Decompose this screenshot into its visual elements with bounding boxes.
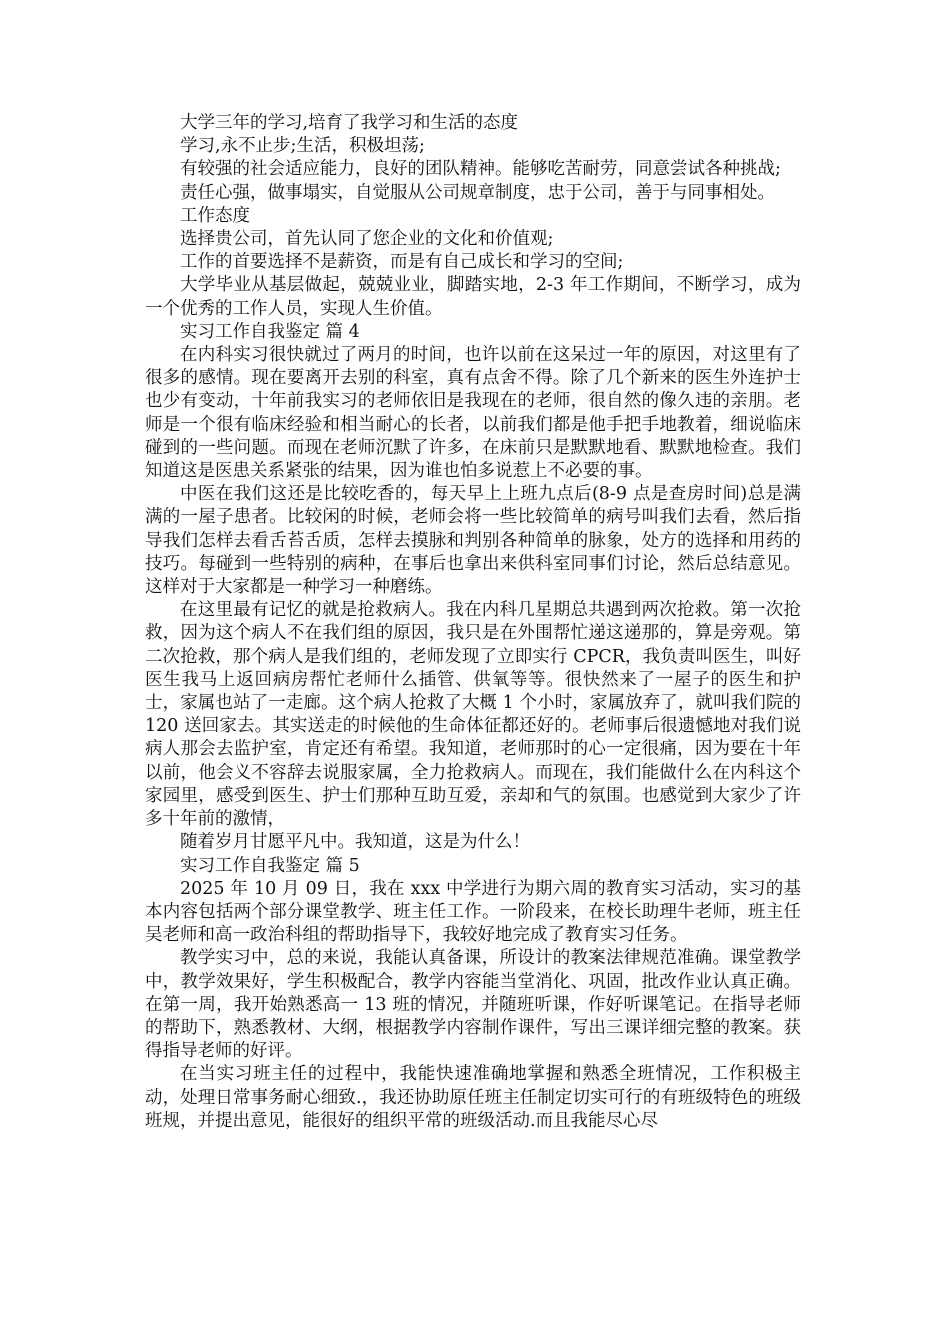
paragraph: 大学毕业从基层做起，兢兢业业，脚踏实地，2-3 年工作期间，不断学习，成为一个优秀的工作人员，实现人生价值。 — [145, 275, 801, 319]
paragraph: 有较强的社会适应能力，良好的团队精神。能够吃苦耐劳，同意尝试各种挑战; — [180, 159, 781, 180]
paragraph: 工作的首要选择不是薪资，而是有自己成长和学习的空间; — [180, 252, 624, 273]
paragraph: 教学实习中，总的来说，我能认真备课，所设计的教案法律规范准确。课堂教学中，教学效果好，学生积极配合，教学内容能当堂消化、巩固，批改作业认真正确。在第一周，我开始熟悉高一 13 班的情况，并随班听课，作好听课笔记。在指导老师的帮助下，熟悉教材、大纲，根据教学内容制作课件，写出三课详细完整的教案。获得指导老师的好评。 — [145, 948, 801, 1062]
paragraph: 选择贵公司，首先认同了您企业的文化和价值观; — [180, 229, 554, 250]
paragraph: 中医在我们这还是比较吃香的，每天早上上班九点后(8-9 点是查房时间)总是满满的一屋子患者。比较闲的时候，老师会将一些比较简单的病号叫我们去看，然后指导我们怎样去看舌苔舌质，怎样去摸脉和判别各种简单的脉象，处方的选择和用药的技巧。每碰到一些特别的病种，在事后也拿出来供科室同事们讨论，然后总结意见。这样对于大家都是一种学习一种磨练。 — [145, 484, 801, 598]
paragraph: 2025 年 10 月 09 日，我在 xxx 中学进行为期六周的教育实习活动，实习的基本内容包括两个部分课堂教学、班主任工作。一阶段来，在校长助理牛老师，班主任吴老师和高一政治科组的帮助指导下，我较好地完成了教育实习任务。 — [145, 878, 801, 946]
section-heading: 实习工作自我鉴定 篇 4 — [180, 321, 360, 342]
paragraph: 大学三年的学习,培育了我学习和生活的态度 — [180, 113, 519, 133]
document-body — [145, 112, 801, 1133]
paragraph: 在这里最有记忆的就是抢救病人。我在内科几星期总共遇到两次抢救。第一次抢救，因为这个病人不在我们组的原因，我只是在外围帮忙递这递那的，算是旁观。第二次抢救，那个病人是我们组的，老师发现了立即实行 CPCR，我负责叫医生，叫好医生我马上返回病房帮忙老师什么插管、供氧等等。很快然来了一屋子的医生和护士，家属也站了一走廊。这个病人抢救了大概 1 个小时，家属放弃了，就叫我们院的 120 送回家去。其实送走的时候他的生命体征都还好的。老师事后很遗憾地对我们说病人那会去监护室，肯定还有希望。我知道，老师那时的心一定很痛，因为要在十年以前，他会义不容辞去说服家属，全力抢救病人。而现在，我们能做什么在内科这个家园里，感受到医生、护士们那种互助互爱，亲却和气的氛围。也感觉到大家少了许多十年前的激情， — [145, 600, 801, 830]
paragraph: 在内科实习很快就过了两月的时间，也许以前在这呆过一年的原因，对这里有了很多的感情。现在要离开去别的科室，真有点舍不得。除了几个新来的医生外连护士也少有变动，十年前我实习的老师依旧是我现在的老师，很自然的像久违的亲朋。老师是一个很有临床经验和相当耐心的长者，以前我们都是他手把手地教着，细说临床碰到的一些问题。而现在老师沉默了许多，在床前只是默默地看、默默地检查。我们知道这是医患关系紧张的结果，因为谁也怕多说惹上不必要的事。 — [145, 345, 801, 482]
paragraph: 责任心强，做事塌实，自觉服从公司规章制度，忠于公司，善于与同事相处。 — [180, 182, 775, 203]
section-heading: 实习工作自我鉴定 篇 5 — [180, 855, 360, 876]
section-heading: 工作态度 — [180, 205, 250, 226]
paragraph: 学习,永不止步;生活，积极坦荡; — [180, 136, 425, 157]
paragraph: 随着岁月甘愿平凡中。我知道，这是为什么！ — [180, 832, 530, 853]
paragraph: 在当实习班主任的过程中，我能快速准确地掌握和熟悉全班情况，工作积极主动，处理日常事务耐心细致.，我还协助原任班主任制定切实可行的有班级特色的班级班规，并提出意见，能很好的组织平常的班级活动.而且我能尽心尽 — [145, 1064, 801, 1131]
